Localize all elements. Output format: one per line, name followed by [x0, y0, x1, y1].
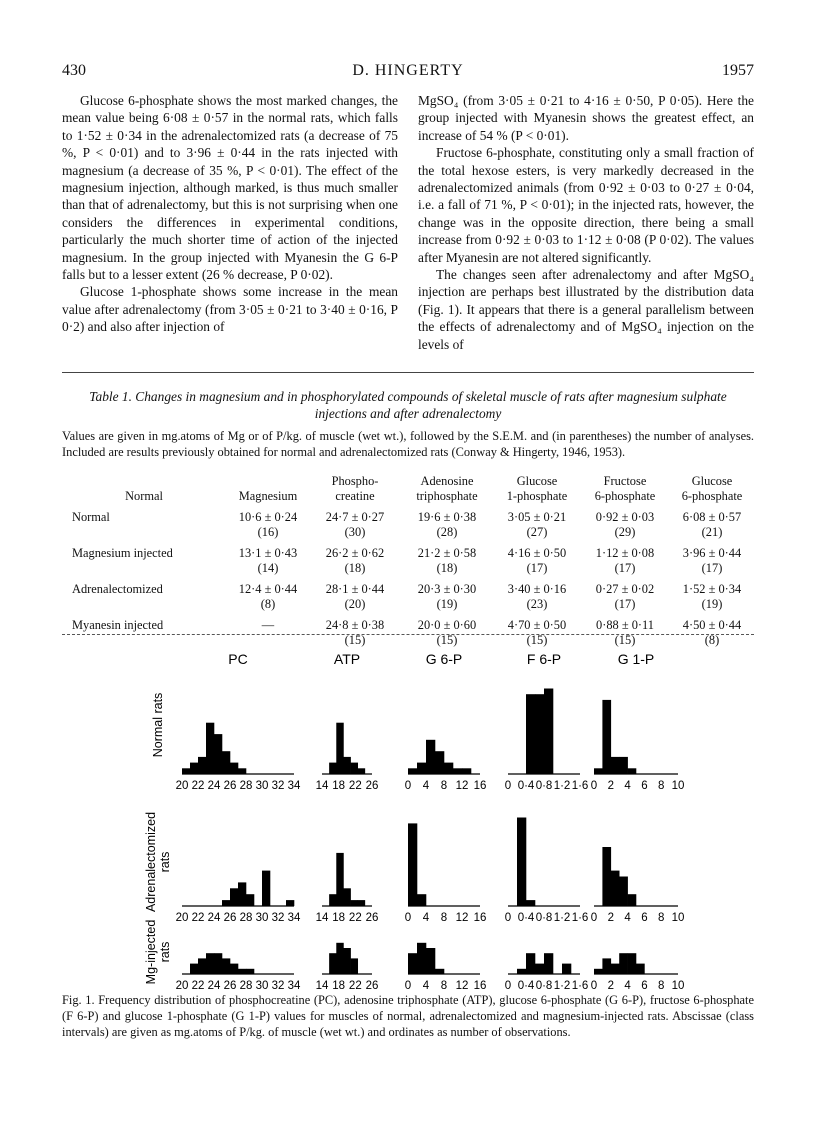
- cell-count: (27): [526, 525, 548, 539]
- histogram-bar: [206, 723, 214, 774]
- cell-value: 1·52 ± 0·34: [682, 582, 742, 596]
- cell-count: (17): [526, 561, 548, 575]
- table-row: [62, 576, 754, 612]
- tick-label: 10: [671, 780, 685, 792]
- tick-label: 14: [315, 980, 329, 990]
- cell-count: (14): [257, 561, 279, 575]
- histogram-bar: [426, 948, 435, 974]
- histogram-bar: [222, 958, 230, 974]
- tick-label: 26: [223, 912, 237, 924]
- tick-label: 14: [315, 912, 329, 924]
- tick-label: 22: [191, 780, 205, 792]
- histogram-bar: [336, 943, 343, 974]
- table-cell: [226, 540, 310, 576]
- right-column: [418, 92, 754, 353]
- cell-value: 21·2 ± 0·58: [417, 546, 477, 560]
- tick-label: 12: [455, 780, 469, 792]
- column-header: Fructose 6-phosphate: [594, 474, 656, 503]
- tick-label: 30: [255, 912, 269, 924]
- cell-value: 4·16 ± 0·50: [507, 546, 567, 560]
- tick-label: 0: [504, 780, 512, 792]
- histogram-bar: [444, 763, 453, 774]
- tick-label: 26: [365, 912, 379, 924]
- cell-value: 24·8 ± 0·38: [325, 618, 385, 632]
- cell-value: 3·05 ± 0·21: [507, 510, 567, 524]
- histogram-bar: [246, 894, 254, 906]
- tick-label: 16: [473, 780, 487, 792]
- cell-count: (18): [344, 561, 366, 575]
- cell-value: 12·4 ± 0·44: [238, 582, 298, 596]
- histogram-bar: [329, 894, 336, 906]
- table-cell: [670, 540, 754, 576]
- tick-label: 6: [641, 780, 648, 792]
- tick-label: 1·2: [553, 980, 571, 990]
- figure-caption: Fig. 1. Frequency distribution of phosphocreatine (PC), adenosine triphosphate (ATP), glucose 6-phosphate (G 6-P), fructose 6-phosphate (F 6-P) and glucose 1-phosphate (G 1-P) values for muscles of normal, adrenalectomized and magnesium-injected rats. Abscissae (class intervals) are given as mg.atoms of P/kg. of muscle (wet wt.) and ordinates as number of observations.: [62, 993, 754, 1039]
- column-title: ATP: [333, 651, 361, 667]
- tick-label: 22: [348, 980, 362, 990]
- histogram-bar: [602, 700, 611, 774]
- table-header-row: [62, 474, 754, 506]
- cell-value: 4·50 ± 0·44: [682, 618, 742, 632]
- cell-value: 3·40 ± 0·16: [507, 582, 567, 596]
- tick-label: 6: [641, 912, 648, 924]
- histogram-bar: [619, 877, 628, 907]
- column-header: Glucose 6-phosphate: [681, 474, 743, 503]
- histogram-bar: [262, 871, 270, 906]
- table-cell: [400, 506, 494, 540]
- tick-label: 1·2: [553, 780, 571, 792]
- cell-value: 26·2 ± 0·62: [325, 546, 385, 560]
- histogram-bar: [619, 953, 628, 974]
- tick-label: 18: [332, 780, 346, 792]
- tick-label: 4: [624, 912, 631, 924]
- cell-value: 1·12 ± 0·08: [595, 546, 655, 560]
- row-label: Adrenalectomized: [72, 582, 163, 596]
- cell-count: (28): [436, 525, 458, 539]
- histogram-bar: [544, 953, 553, 974]
- tick-label: 4: [422, 912, 430, 924]
- cell-count: (23): [526, 597, 548, 611]
- figure-1-histograms: [0, 640, 816, 990]
- histogram-bar: [222, 900, 230, 906]
- tick-label: 4: [422, 780, 430, 792]
- tick-label: 1·6: [571, 980, 589, 990]
- cell-count: (15): [436, 633, 458, 647]
- histogram-bar: [222, 751, 230, 774]
- column-title: G 1-P: [617, 651, 655, 667]
- table-cell: [494, 576, 580, 612]
- column-header: Phospho- creatine: [331, 474, 379, 503]
- table-cell: [400, 540, 494, 576]
- histogram-bar: [611, 871, 620, 906]
- tick-label: 24: [207, 780, 221, 792]
- tick-label: 0: [404, 912, 412, 924]
- tick-label: 0: [504, 912, 512, 924]
- table-cell: [310, 506, 400, 540]
- histogram-bar: [535, 694, 544, 774]
- histogram-bar: [435, 969, 444, 974]
- cell-count: (15): [344, 633, 366, 647]
- cell-count: (21): [701, 525, 723, 539]
- histogram-bar: [526, 900, 535, 906]
- histogram-bar: [336, 853, 343, 906]
- cell-value: 0·92 ± 0·03: [595, 510, 655, 524]
- histogram-bar: [343, 948, 350, 974]
- cell-count: (19): [701, 597, 723, 611]
- table-cell: [310, 540, 400, 576]
- tick-label: 2: [607, 912, 615, 924]
- histogram-bar: [190, 964, 198, 974]
- tick-label: 26: [365, 980, 379, 990]
- histogram-bar: [408, 953, 417, 974]
- histogram-bar: [286, 900, 294, 906]
- tick-label: 0: [590, 980, 598, 990]
- cell-count: (17): [614, 561, 636, 575]
- tick-label: 26: [365, 780, 379, 792]
- paragraph: Glucose 1-phosphate shows some increase in the mean value after adrenalectomy (from 3·05 ± 0·21 to 3·40 ± 0·16, P 0·2) and also after injection of: [62, 284, 398, 335]
- tick-label: 4: [624, 980, 631, 990]
- table-cell: [494, 506, 580, 540]
- tick-label: 28: [239, 912, 253, 924]
- table-row: [62, 540, 754, 576]
- tick-label: 0·8: [535, 980, 553, 990]
- tick-label: 1·6: [571, 780, 589, 792]
- tick-label: 8: [657, 980, 665, 990]
- left-column: [62, 92, 398, 336]
- paragraph: The changes seen after adrenalectomy and after MgSO₄ injection are perhaps best illustrated by the distribution data (Fig. 1). It appears that there is a general parallelism between the effects of adrenalectomy and of MgSO₄ injection on the levels of: [418, 267, 754, 352]
- column-title: F 6-P: [526, 651, 562, 667]
- cell-count: (17): [614, 597, 636, 611]
- histogram-bar: [594, 969, 603, 974]
- histogram-bar: [611, 757, 620, 774]
- cell-count: (15): [614, 633, 636, 647]
- tick-label: 8: [657, 912, 665, 924]
- tick-label: 8: [440, 780, 448, 792]
- row-label: Normal rats: [151, 692, 165, 758]
- cell-count: (8): [704, 633, 720, 647]
- histogram-bar: [230, 888, 238, 906]
- tick-label: 22: [348, 912, 362, 924]
- histogram-bar: [351, 763, 358, 774]
- histogram-bar: [435, 751, 444, 774]
- cell-value: 28·1 ± 0·44: [325, 582, 385, 596]
- column-title: PC: [228, 651, 248, 667]
- table-cell: [310, 576, 400, 612]
- cell-count: (30): [344, 525, 366, 539]
- histogram-bar: [230, 763, 238, 774]
- tick-label: 0·8: [535, 780, 553, 792]
- histogram-bar: [351, 958, 358, 974]
- table-cell: [226, 576, 310, 612]
- tick-label: 8: [440, 980, 448, 990]
- histogram-bar: [214, 734, 222, 774]
- cell-value: —: [261, 618, 275, 632]
- table-caption: Table 1. Changes in magnesium and in phosphorylated compounds of skeletal muscle of rats after magnesium sulphate injections and after adrenalectomy: [89, 389, 727, 421]
- histogram-bar: [417, 763, 426, 774]
- tick-label: 10: [671, 912, 685, 924]
- cell-count: (17): [701, 561, 723, 575]
- table-cell: [400, 576, 494, 612]
- paragraph: Fructose 6-phosphate, constituting only a small fraction of the total hexose esters, is very markedly decreased in the adrenalectomized animals (from 0·92 ± 0·03 to 0·27 ± 0·04, i.e. a fall of 71 %, P < 0·01); in the injected rats, however, the change was in the opposite direction, there being a small increase from 0·92 ± 0·03 to 1·12 ± 0·08 (P 0·02). The values after Myanesin are not altered significantly.: [418, 145, 754, 265]
- histogram-bar: [611, 964, 620, 974]
- column-header: Glucose 1-phosphate: [506, 474, 568, 503]
- tick-label: 18: [332, 912, 346, 924]
- tick-label: 34: [287, 912, 301, 924]
- data-table: [62, 474, 754, 648]
- histogram-bar: [214, 953, 222, 974]
- tick-label: 0·4: [517, 912, 535, 924]
- table-cell: [580, 506, 670, 540]
- tick-label: 0·8: [535, 912, 553, 924]
- row-label: Normal: [72, 510, 110, 524]
- tick-label: 32: [271, 780, 285, 792]
- row-label: Magnesium injected: [72, 546, 173, 560]
- tick-label: 32: [271, 912, 285, 924]
- cell-count: (20): [344, 597, 366, 611]
- tick-label: 8: [657, 780, 665, 792]
- tick-label: 4: [624, 780, 631, 792]
- table-corner-label: Normal: [125, 489, 163, 503]
- histogram-bar: [358, 768, 365, 774]
- histogram-bar: [238, 969, 246, 974]
- tick-label: 0: [590, 780, 598, 792]
- histogram-bar: [636, 964, 645, 974]
- section-divider: [62, 372, 754, 373]
- cell-value: 6·08 ± 0·57: [682, 510, 742, 524]
- tick-label: 1·6: [571, 912, 589, 924]
- histogram-bar: [206, 953, 214, 974]
- histogram-bar: [230, 964, 238, 974]
- histogram-bar: [535, 964, 544, 974]
- tick-label: 30: [255, 780, 269, 792]
- tick-label: 26: [223, 980, 237, 990]
- tick-label: 16: [473, 980, 487, 990]
- cell-value: 20·0 ± 0·60: [417, 618, 477, 632]
- histogram-bar: [628, 768, 637, 774]
- tick-label: 12: [455, 980, 469, 990]
- histogram-bar: [628, 953, 637, 974]
- cell-count: (29): [614, 525, 636, 539]
- tick-label: 34: [287, 980, 301, 990]
- journal-year: 1957: [722, 62, 754, 79]
- cell-count: (16): [257, 525, 279, 539]
- tick-label: 2: [607, 780, 615, 792]
- cell-value: 4·70 ± 0·50: [507, 618, 567, 632]
- histogram-bar: [453, 768, 462, 774]
- cell-value: 3·96 ± 0·44: [682, 546, 742, 560]
- row-label: Adrenalectomizedrats: [144, 811, 172, 913]
- histogram-bar: [462, 768, 471, 774]
- histogram-bar: [517, 969, 526, 974]
- table-cell: [226, 506, 310, 540]
- column-header: Magnesium: [238, 489, 298, 503]
- histogram-bar: [198, 757, 206, 774]
- cell-value: 20·3 ± 0·30: [417, 582, 477, 596]
- tick-label: 8: [440, 912, 448, 924]
- cell-value: 10·6 ± 0·24: [238, 510, 298, 524]
- column-title: G 6-P: [425, 651, 463, 667]
- histogram-bar: [408, 768, 417, 774]
- histogram-bar: [417, 894, 426, 906]
- table-cell: [494, 540, 580, 576]
- tick-label: 14: [315, 780, 329, 792]
- cell-count: (15): [526, 633, 548, 647]
- histogram-bar: [343, 888, 350, 906]
- tick-label: 30: [255, 980, 269, 990]
- tick-label: 12: [455, 912, 469, 924]
- tick-label: 0·4: [517, 980, 535, 990]
- tick-label: 20: [175, 980, 189, 990]
- table-cell: [670, 576, 754, 612]
- histogram-bar: [562, 964, 571, 974]
- tick-label: 4: [422, 980, 430, 990]
- table-row: [62, 506, 754, 540]
- histogram-bar: [336, 723, 343, 774]
- tick-label: 28: [239, 980, 253, 990]
- histogram-bar: [329, 763, 336, 774]
- tick-label: 6: [641, 980, 648, 990]
- histogram-bar: [182, 768, 190, 774]
- tick-label: 22: [191, 980, 205, 990]
- page-number: 430: [62, 62, 86, 79]
- row-label: Mg-injectedrats: [144, 919, 172, 985]
- tick-label: 0: [404, 980, 412, 990]
- tick-label: 18: [332, 980, 346, 990]
- histogram-bar: [343, 757, 350, 774]
- tick-label: 10: [671, 980, 685, 990]
- histogram-bar: [426, 740, 435, 774]
- tick-label: 20: [175, 912, 189, 924]
- cell-count: (8): [260, 597, 276, 611]
- tick-label: 24: [207, 912, 221, 924]
- table-cell: [670, 506, 754, 540]
- histogram-bar: [190, 763, 198, 774]
- tick-label: 16: [473, 912, 487, 924]
- cell-value: 13·1 ± 0·43: [238, 546, 298, 560]
- histogram-bar: [628, 894, 637, 906]
- histogram-bar: [351, 900, 358, 906]
- running-title: D. HINGERTY: [352, 62, 464, 79]
- histogram-bar: [198, 958, 206, 974]
- column-header: Adenosine triphosphate: [416, 474, 478, 503]
- tick-label: 22: [191, 912, 205, 924]
- table-cell: [580, 540, 670, 576]
- table-note: Values are given in mg.atoms of Mg or of P/kg. of muscle (wet wt.), followed by the S.E.M. and (in parentheses) the number of analyses. Included are results previously obtained for normal and adrenalectomized rats (Conway & Hingerty, 1946, 1953).: [62, 429, 754, 459]
- tick-label: 34: [287, 780, 301, 792]
- paragraph: Glucose 6-phosphate shows the most marked changes, the mean value being 6·08 ± 0·57 in the normal rats, which falls to 1·52 ± 0·34 in the adrenalectomized rats (a decrease of 75 %, P < 0·01) and to 3·96 ± 0·44 in the rats injected with magnesium (a decrease of 35 %, P < 0·01). The effect of the magnesium injection, although marked, is thus much smaller than that of adrenalectomy, but this is not surprising when one considers the differences in experimental conditions, particularly the much shorter time of action of the injected magnesium. In the group injected with Myanesin the G 6-P falls but to a lesser extent (26 % decrease, P 0·02).: [62, 93, 398, 283]
- histogram-bar: [517, 818, 526, 907]
- histogram-bar: [526, 953, 535, 974]
- histogram-bar: [602, 847, 611, 906]
- histogram-bar: [594, 768, 603, 774]
- paragraph: MgSO₄ (from 3·05 ± 0·21 to 4·16 ± 0·50, P 0·05). Here the group injected with Myanesin shows the greatest effect, an increase of 54 % (P < 0·01).: [418, 93, 754, 143]
- histogram-bar: [408, 823, 417, 906]
- histogram-bar: [246, 969, 254, 974]
- table-bottom-rule: [62, 634, 754, 635]
- tick-label: 0: [404, 780, 412, 792]
- histogram-bar: [602, 958, 611, 974]
- tick-label: 26: [223, 780, 237, 792]
- cell-count: (19): [436, 597, 458, 611]
- histogram-bar: [358, 900, 365, 906]
- cell-value: 0·88 ± 0·11: [596, 618, 654, 632]
- histogram-bar: [329, 953, 336, 974]
- table-cell: [580, 576, 670, 612]
- tick-label: 0: [590, 912, 598, 924]
- tick-label: 28: [239, 780, 253, 792]
- cell-value: 19·6 ± 0·38: [417, 510, 477, 524]
- running-header: [62, 62, 754, 86]
- histogram-bar: [526, 694, 535, 774]
- row-label: Myanesin injected: [72, 618, 164, 632]
- tick-label: 22: [348, 780, 362, 792]
- tick-label: 0·4: [517, 780, 535, 792]
- histogram-bar: [238, 882, 246, 906]
- histogram-bar: [544, 689, 553, 775]
- tick-label: 24: [207, 980, 221, 990]
- cell-value: 24·7 ± 0·27: [325, 510, 385, 524]
- tick-label: 0: [504, 980, 512, 990]
- histogram-bar: [619, 757, 628, 774]
- tick-label: 32: [271, 980, 285, 990]
- tick-label: 1·2: [553, 912, 571, 924]
- tick-label: 2: [607, 980, 615, 990]
- tick-label: 20: [175, 780, 189, 792]
- histogram-bar: [417, 943, 426, 974]
- cell-count: (18): [436, 561, 458, 575]
- histogram-bar: [238, 768, 246, 774]
- cell-value: 0·27 ± 0·02: [595, 582, 655, 596]
